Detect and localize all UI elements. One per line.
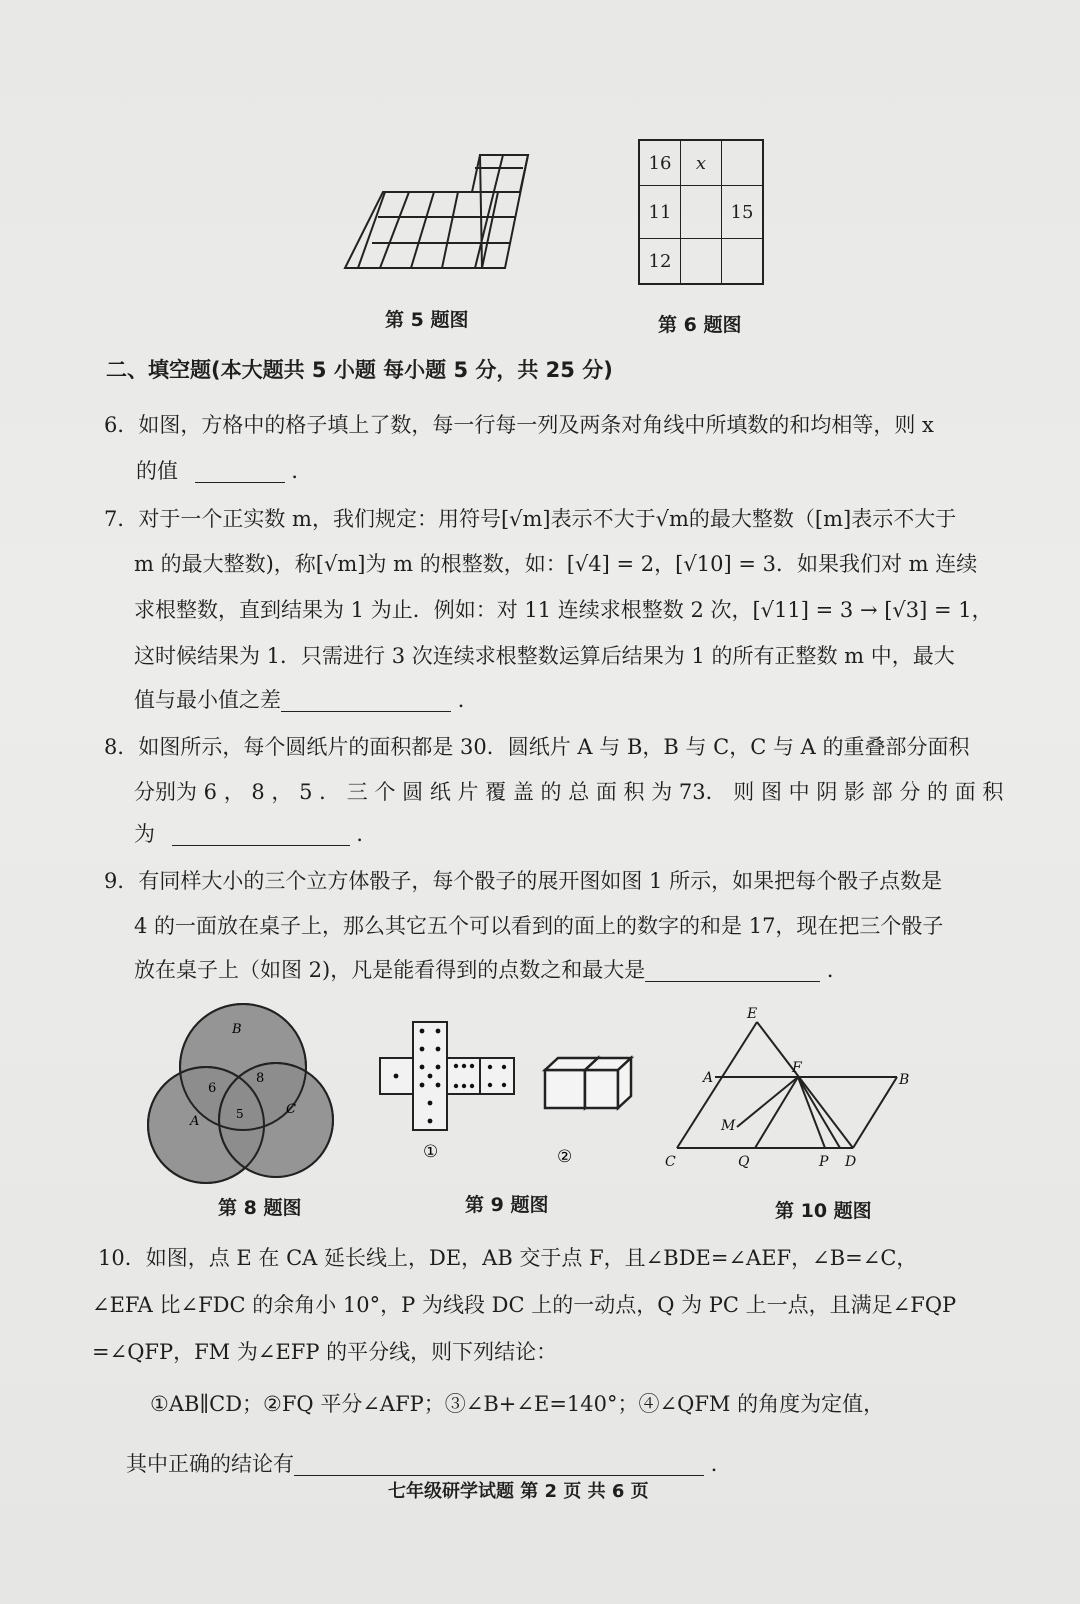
- fig10-label-b: B: [899, 1072, 910, 1088]
- q7-line1: 7．对于一个正实数 m，我们规定：用符号[√m]表示不大于√m的最大整数（[m]表示不大于: [104, 507, 957, 531]
- q10-line1: 10．如图，点 E 在 CA 延长线上，DE，AB 交于点 F，且∠BDE=∠AEF，∠B=∠C，: [98, 1246, 918, 1270]
- q6-line2: [136, 459, 312, 483]
- q8-line2: 分别为 6 ， 8 ， 5 ． 三 个 圆 纸 片 覆 盖 的 总 面 积 为 73． 则 图 中 阴 影 部 分 的 面 积: [134, 780, 1004, 804]
- fig10-label-m: M: [721, 1118, 736, 1134]
- fig8-label-5: 5: [236, 1107, 244, 1121]
- q7-line4: 这时候结果为 1．只需进行 3 次连续求根整数运算后结果为 1 的所有正整数 m 中，最大: [134, 644, 955, 668]
- q10-line3: =∠QFP，FM 为∠EFP 的平分线，则下列结论：: [92, 1340, 558, 1364]
- fig10-label-d: D: [845, 1154, 857, 1170]
- fig6-cell: 11: [639, 186, 681, 239]
- fig10-label-e: E: [747, 1006, 758, 1022]
- fig6-cell: [681, 239, 722, 285]
- fig6-cell: [681, 186, 722, 239]
- q10-line2: ∠EFA 比∠FDC 的余角小 10°，P 为线段 DC 上的一动点，Q 为 PC 上一点，且满足∠FQP: [92, 1293, 957, 1317]
- fig9-label-1: ①: [423, 1142, 439, 1162]
- fig8-label-a: A: [190, 1114, 200, 1129]
- fig6-cell: 12: [639, 239, 681, 285]
- q10-suffix: ．: [710, 1452, 732, 1476]
- fig9-dice-figure: [380, 1022, 660, 1167]
- page-footer: 七年级研学试题 第 2 页 共 6 页: [388, 1481, 649, 1502]
- fig6-cell: x: [681, 140, 722, 186]
- fig8-label-b: B: [232, 1022, 242, 1037]
- fig10-label-a: A: [703, 1070, 714, 1086]
- fig8-caption: 第 8 题图: [218, 1197, 302, 1219]
- q7-answer-blank[interactable]: [281, 691, 451, 712]
- fig8-label-8: 8: [256, 1071, 265, 1086]
- fig6-cell: [722, 239, 764, 285]
- fig10-label-q: Q: [738, 1154, 750, 1170]
- fig8-label-c: C: [286, 1102, 296, 1117]
- fig5-grid-figure: [345, 155, 545, 285]
- q7-prefix: 值与最小值之差: [134, 688, 281, 712]
- q9-suffix: ．: [826, 958, 848, 982]
- fig10-geometry-figure: [665, 1006, 925, 1185]
- fig9-caption: 第 9 题图: [465, 1194, 549, 1216]
- fig9-label-2: ②: [557, 1147, 573, 1167]
- q10-prefix: 其中正确的结论有: [126, 1452, 294, 1476]
- q6-prefix: 的值: [136, 459, 178, 483]
- fig8-label-6: 6: [208, 1081, 217, 1096]
- fig10-label-c: C: [665, 1154, 676, 1170]
- q7-line2: m 的最大整数)，称[√m]为 m 的根整数，如：[√4] = 2，[√10] = 3．如果我们对 m 连续: [134, 552, 978, 576]
- fig10-caption: 第 10 题图: [775, 1200, 872, 1222]
- fig6-magic-square: [638, 139, 764, 285]
- q8-line1: 8．如图所示，每个圆纸片的面积都是 30．圆纸片 A 与 B，B 与 C，C 与 A 的重叠部分面积: [104, 735, 970, 759]
- fig6-cell: 15: [722, 186, 764, 239]
- q8-suffix: ．: [356, 822, 378, 846]
- q6-line1: 6．如图，方格中的格子填上了数，每一行每一列及两条对角线中所填数的和均相等，则 x: [104, 413, 934, 437]
- fig6-cell: 16: [639, 140, 681, 186]
- fig6-cell: [722, 140, 764, 186]
- fig10-label-f: F: [792, 1060, 802, 1076]
- q6-suffix: ．: [291, 459, 313, 483]
- q7-suffix: ．: [457, 688, 479, 712]
- q10-answer-blank[interactable]: [294, 1455, 704, 1476]
- q7-line5: [134, 688, 479, 712]
- q9-answer-blank[interactable]: [645, 961, 820, 982]
- q9-line3: [134, 958, 848, 982]
- fig5-caption: 第 5 题图: [385, 309, 469, 331]
- q10-line4: ①AB∥CD；②FQ 平分∠AFP；③∠B+∠E=140°；④∠QFM 的角度为定值，: [150, 1392, 885, 1416]
- fig8-venn-figure: [146, 1000, 346, 1185]
- q8-answer-blank[interactable]: [172, 825, 350, 846]
- q8-line3: [134, 822, 377, 846]
- q6-answer-blank[interactable]: [195, 462, 285, 483]
- q9-line1: 9．有同样大小的三个立方体骰子，每个骰子的展开图如图 1 所示，如果把每个骰子点数是: [104, 869, 943, 893]
- q9-line2: 4 的一面放在桌子上，那么其它五个可以看到的面上的数字的和是 17，现在把三个骰子: [134, 914, 944, 938]
- q7-line3: 求根整数，直到结果为 1 为止．例如：对 11 连续求根整数 2 次，[√11] = 3 → [√3] = 1，: [134, 598, 993, 622]
- q9-prefix: 放在桌子上（如图 2)，凡是能看得到的点数之和最大是: [134, 958, 646, 982]
- fig10-label-p: P: [819, 1154, 829, 1170]
- section-title: 二、填空题(本大题共 5 小题 每小题 5 分，共 25 分): [106, 358, 613, 382]
- fig6-caption: 第 6 题图: [658, 314, 742, 336]
- q8-prefix: 为: [134, 822, 155, 846]
- q10-line5: [126, 1452, 732, 1476]
